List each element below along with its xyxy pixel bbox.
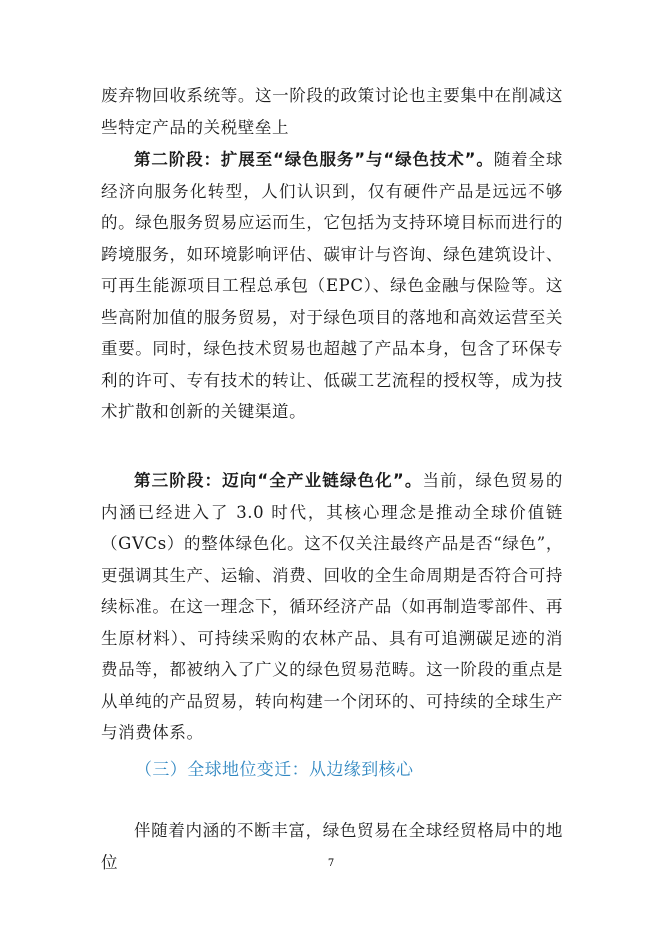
stage-two-lead: 第二阶段：扩展至“绿色服务”与“绿色技术”。 <box>134 150 494 169</box>
paragraph-status-intro: 伴随着内涵的不断丰富，绿色贸易在全球经贸格局中的地位 <box>101 821 563 872</box>
paragraph-stage-two <box>101 144 563 428</box>
paragraph-stage-three <box>101 465 563 749</box>
stage-three-lead: 第三阶段：迈向“全产业链绿色化”。 <box>134 471 423 490</box>
section-heading: （三）全球地位变迁：从边缘到核心 <box>135 760 414 780</box>
page-number: 7 <box>327 858 335 869</box>
paragraph-continuation: 废弃物回收系统等。这一阶段的政策讨论也主要集中在削减这些特定产品的关税壁垒上 <box>101 86 563 137</box>
stage-two-body: 随着全球经济向服务化转型，人们认识到，仅有硬件产品是远远不够的。绿色服务贸易应运而生，它包括为支持环境目标而进行的跨境服务，如环境影响评估、碳审计与咨询、绿色建筑设计、可再生能源项目工程总承包（EPC）、绿色金融与保险等。这些高附加值的服务贸易，对于绿色项目的落地和高效运营至关重要。同时，绿色技术贸易也超越了产品本身，包含了环保专利的许可、专有技术的转让、低碳工艺流程的授权等，成为技术扩散和创新的关键渠道。 <box>101 150 564 421</box>
stage-three-body: 当前，绿色贸易的内涵已经进入了 3.0 时代，其核心理念是推动全球价值链（GVCs）的整体绿色化。这不仅关注最终产品是否“绿色”，更强调其生产、运输、消费、回收的全生命周期是否符合可持续标准。在这一理念下，循环经济产品（如再制造零部件、再生原材料）、可持续采购的农林产品、具有可追溯碳足迹的消费品等，都被纳入了广义的绿色贸易范畴。这一阶段的重点是从单纯的产品贸易，转向构建一个闭环的、可持续的全球生产与消费体系。 <box>101 471 563 742</box>
